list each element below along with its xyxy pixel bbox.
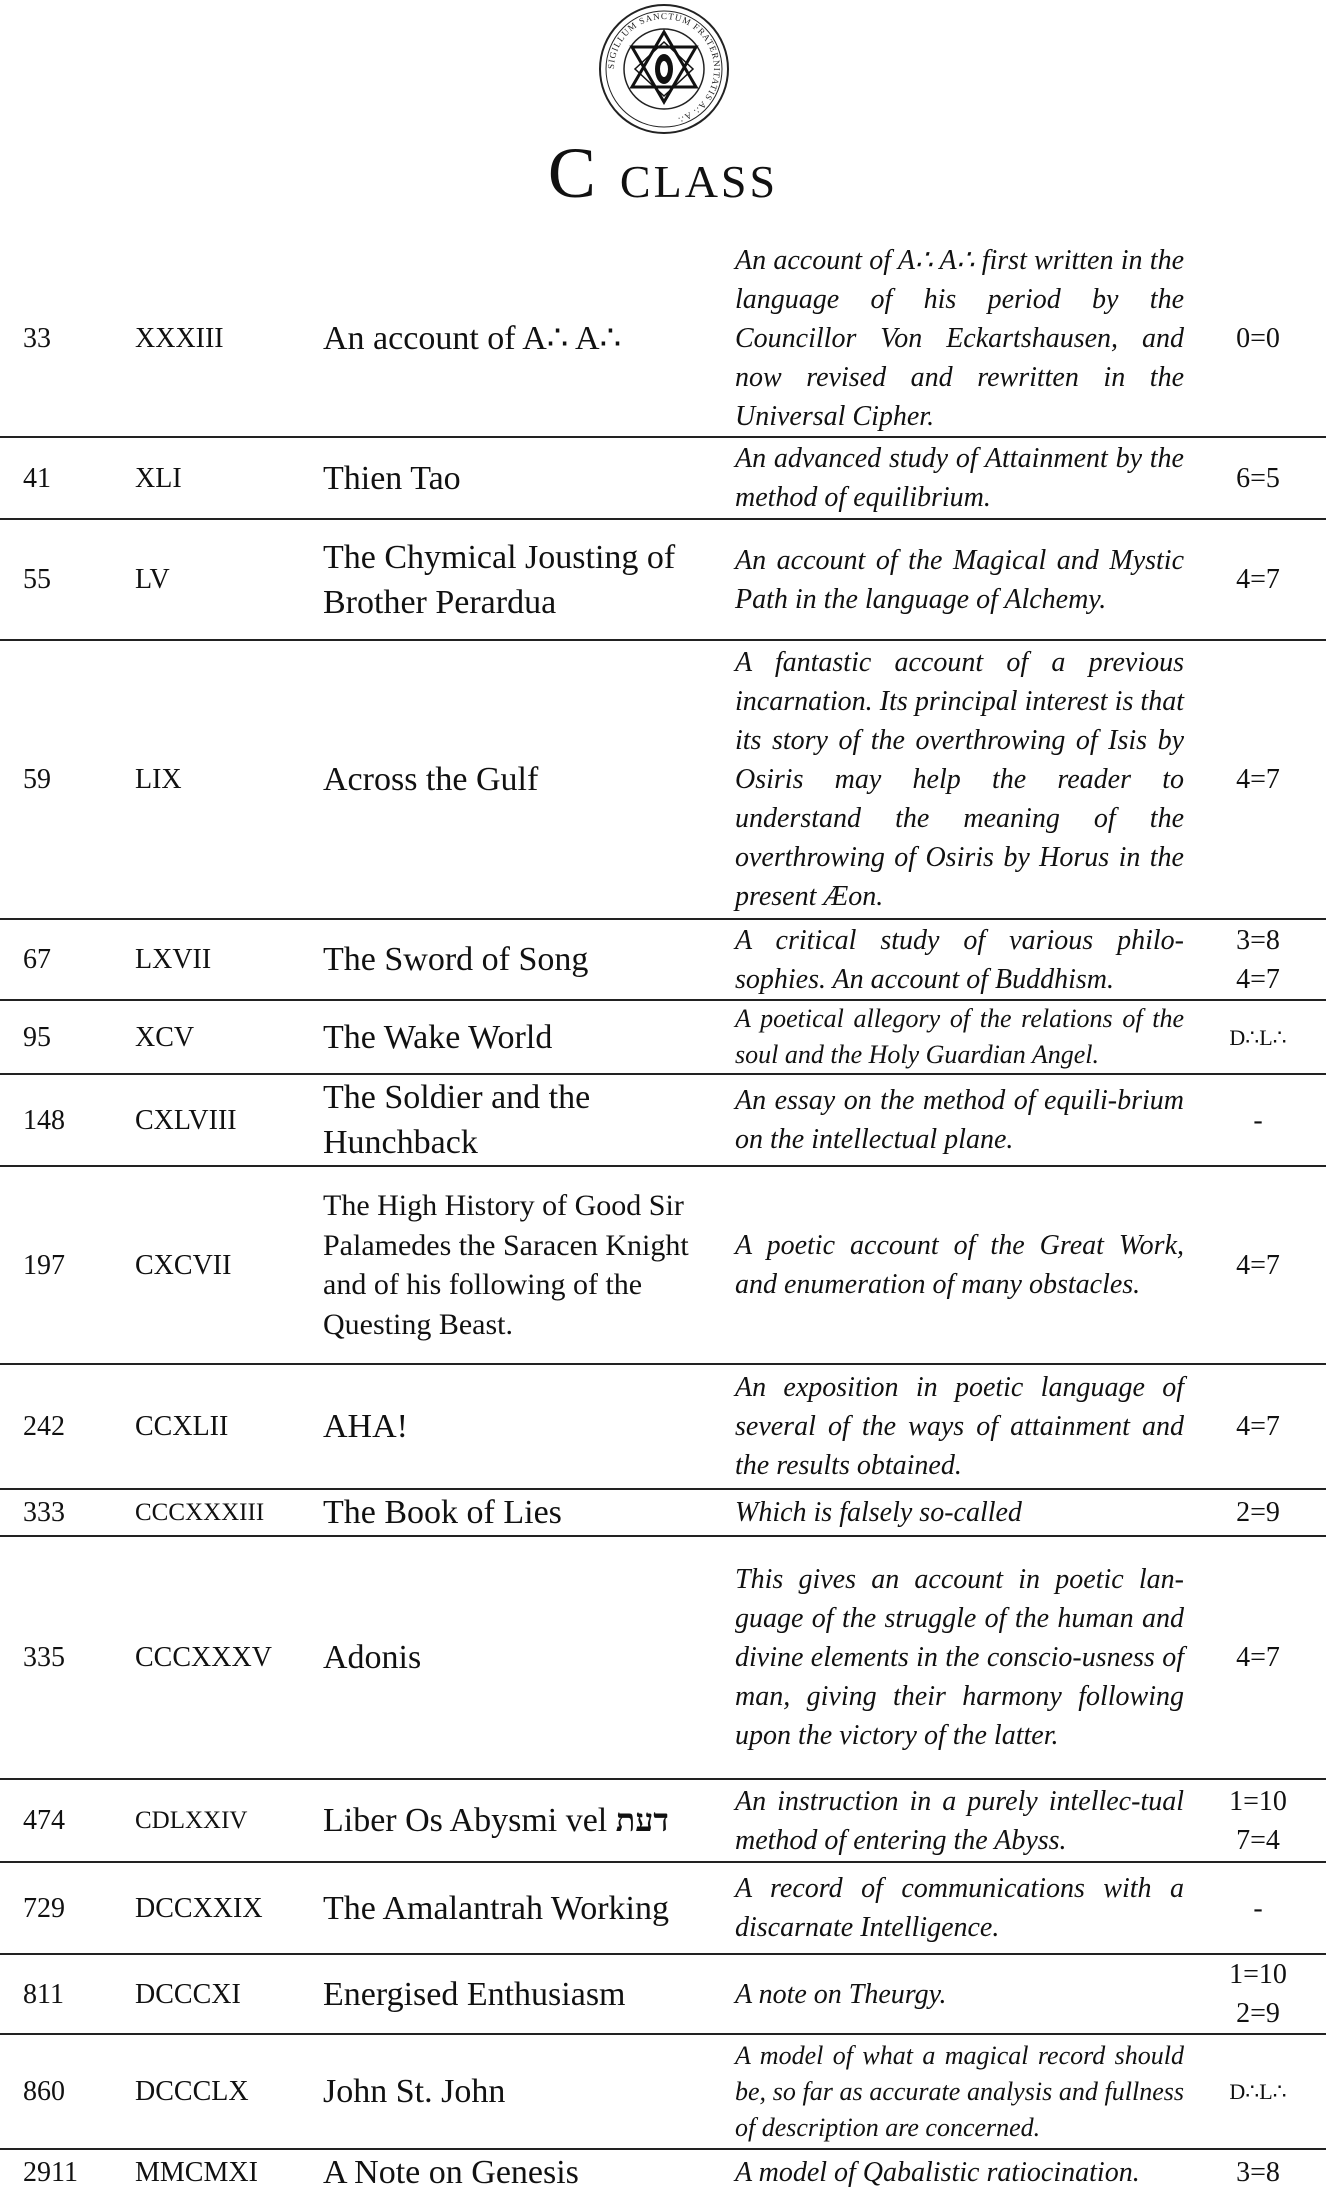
liber-number: 811 xyxy=(23,1978,64,2010)
grade-value: 3=8 xyxy=(1236,2157,1280,2188)
table-row xyxy=(0,1489,1326,1536)
table-row xyxy=(0,1166,1326,1364)
roman-numeral: XXXIII xyxy=(135,323,224,354)
table-row xyxy=(0,1536,1326,1779)
table-row xyxy=(0,519,1326,640)
liber-number: 242 xyxy=(23,1411,65,1442)
book-description: A critical study of various philo-sophies. An account of Buddhism. xyxy=(735,924,1184,995)
liber-number: 333 xyxy=(23,1497,65,1528)
liber-number: 729 xyxy=(23,1892,65,1924)
grade xyxy=(1190,1489,1326,1536)
grade-value: 7=4 xyxy=(1236,1824,1280,1856)
roman-numeral: LIX xyxy=(135,764,182,795)
book-description: An account of the Magical and Mystic Path in the language of Alchemy. xyxy=(735,544,1184,615)
book-description: A model of what a magical record should be, so far as accurate analysis and fullness of description are concerned. xyxy=(735,2040,1184,2142)
liber-number: 95 xyxy=(23,1021,51,1053)
book-title: The High History of Good Sir Palamedes the Saracen Knight and of his following of the Questing Beast. xyxy=(323,1189,689,1341)
book-description: A note on Theurgy. xyxy=(735,1978,947,2010)
grade-value: 4=7 xyxy=(1236,1642,1280,1673)
grade xyxy=(1190,1074,1326,1166)
book-description: A poetic account of the Great Work, and enumeration of many obstacles. xyxy=(735,1230,1184,1300)
roman-numeral: CCCXXXV xyxy=(135,1642,272,1673)
liber-number: 148 xyxy=(23,1104,65,1136)
grade-value: 4=7 xyxy=(1236,1249,1280,1281)
liber-number: 59 xyxy=(23,764,51,795)
book-title: Across the Gulf xyxy=(323,761,539,798)
book-title: The Sword of Song xyxy=(323,941,589,978)
table-row xyxy=(0,1954,1326,2034)
table-row xyxy=(0,437,1326,519)
roman-numeral: XCV xyxy=(135,1021,195,1053)
liber-number: 2911 xyxy=(23,2157,78,2188)
liber-number: 41 xyxy=(23,462,51,494)
grade-value: D∴L∴ xyxy=(1229,2079,1287,2104)
roman-numeral: CCXLII xyxy=(135,1411,229,1442)
book-description: An essay on the method of equili-brium on the intellectual plane. xyxy=(735,1085,1184,1155)
book-title: The Book of Lies xyxy=(323,1494,562,1531)
roman-numeral: CXLVIII xyxy=(135,1104,237,1136)
book-title: John St. John xyxy=(323,2073,506,2110)
book-title xyxy=(323,1779,735,1862)
book-description: An advanced study of Attainment by the method of equilibrium. xyxy=(735,443,1184,513)
grade xyxy=(1190,1000,1326,1074)
hebrew-daath: דעת xyxy=(615,1801,669,1839)
grade-value: 1=10 xyxy=(1229,1959,1287,1990)
roman-numeral: LV xyxy=(135,564,170,595)
grade xyxy=(1190,2149,1326,2195)
grade xyxy=(1190,241,1326,437)
grade xyxy=(1190,1166,1326,1364)
roman-numeral: LXVII xyxy=(135,944,212,975)
table-row xyxy=(0,1364,1326,1489)
liber-number: 197 xyxy=(23,1249,65,1281)
table-row xyxy=(0,2149,1326,2195)
roman-numeral: DCCCLX xyxy=(135,2076,249,2107)
book-description: This gives an account in poetic lan-guage of the struggle of the human and divine elements in the conscio-usness of man, giving their harmony following upon the victory of the latter. xyxy=(735,1564,1184,1751)
book-title: The Amalantrah Working xyxy=(323,1889,669,1927)
grade-value: 4=7 xyxy=(1236,764,1280,795)
book-title: The Chymical Jousting of Brother Perardua xyxy=(323,538,676,621)
book-title-text: Liber Os Abysmi vel xyxy=(323,1802,608,1839)
liber-number: 55 xyxy=(23,564,51,595)
grade xyxy=(1190,640,1326,919)
book-description: A record of communications with a discarnate Intelligence. xyxy=(735,1873,1184,1943)
liber-number: 860 xyxy=(23,2076,65,2107)
book-description: Which is falsely so-called xyxy=(735,1497,1022,1528)
table-row xyxy=(0,640,1326,919)
roman-numeral: CCCXXXIII xyxy=(135,1499,265,1526)
book-description: An exposition in poetic language of several of the ways of attainment and the results obtained. xyxy=(735,1372,1184,1481)
grade xyxy=(1190,437,1326,519)
svg-text:SIGILLUM SANCTUM FRATERNITATIS: SIGILLUM SANCTUM FRATERNITATIS A∴ A∴ xyxy=(605,10,723,126)
grade-value: 4=7 xyxy=(1236,1411,1280,1442)
grade-value: 4=7 xyxy=(1236,564,1280,595)
table-row xyxy=(0,1000,1326,1074)
grade xyxy=(1190,2034,1326,2149)
book-title: The Wake World xyxy=(323,1018,553,1056)
roman-numeral: XLI xyxy=(135,462,182,494)
book-title: Thien Tao xyxy=(323,459,461,497)
grade xyxy=(1190,519,1326,640)
book-description: A model of Qabalistic ratiocination. xyxy=(735,2157,1140,2188)
book-title: Adonis xyxy=(323,1639,422,1676)
table-row xyxy=(0,919,1326,1000)
grade xyxy=(1190,1862,1326,1954)
grade-value: 6=5 xyxy=(1236,462,1280,494)
book-title: AHA! xyxy=(323,1408,408,1445)
grade xyxy=(1190,1779,1326,1862)
book-description: An account of A∴ A∴ first written in the language of his period by the Councillor Von Eckartshausen, and now revised and rewritten in the Universal Cipher. xyxy=(735,245,1184,432)
liber-number: 474 xyxy=(23,1805,65,1836)
roman-numeral: MMCMXI xyxy=(135,2157,258,2188)
roman-numeral: DCCXXIX xyxy=(135,1892,263,1924)
sigillum-seal-logo xyxy=(597,2,731,136)
grade xyxy=(1190,919,1326,1000)
table-row xyxy=(0,1779,1326,1862)
grade-value: 4=7 xyxy=(1236,963,1280,995)
book-title: Energised Enthusiasm xyxy=(323,1975,626,2013)
table-row xyxy=(0,1074,1326,1166)
page-title xyxy=(0,128,1326,227)
grade xyxy=(1190,1954,1326,2034)
book-description: An instruction in a purely intellec-tual method of entering the Abyss. xyxy=(735,1785,1184,1856)
grade-value: 2=9 xyxy=(1236,1998,1280,2029)
grade-value: D∴L∴ xyxy=(1229,1024,1287,1050)
liber-number: 67 xyxy=(23,944,51,975)
liber-number: 33 xyxy=(23,323,51,354)
book-title: An account of A∴ A∴ xyxy=(323,320,622,357)
book-title: The Soldier and the Hunchback xyxy=(323,1079,591,1161)
grade-value: 0=0 xyxy=(1236,323,1280,354)
grade-value: - xyxy=(1253,1892,1263,1924)
roman-numeral: DCCCXI xyxy=(135,1978,241,2010)
book-description: A poetical allegory of the relations of the soul and the Holy Guardian Angel. xyxy=(735,1004,1184,1069)
grade-value: 3=8 xyxy=(1236,924,1280,956)
title-rest: CLASS xyxy=(619,156,779,207)
table-row xyxy=(0,241,1326,437)
title-initial: C xyxy=(547,133,599,213)
roman-numeral: CXCVII xyxy=(135,1249,232,1281)
grade xyxy=(1190,1364,1326,1489)
roman-numeral: CDLXXIV xyxy=(135,1807,248,1834)
liber-number: 335 xyxy=(23,1642,65,1673)
liber-catalog-table xyxy=(0,241,1326,2195)
table-row xyxy=(0,1862,1326,1954)
grade-value: - xyxy=(1253,1104,1263,1136)
book-description: A fantastic account of a previous incarnation. Its principal interest is that its story of the overthrowing of Isis by Osiris may help the reader to understand the meaning of the overthrowing of Osiris by Horus in the present Æon. xyxy=(735,647,1184,912)
book-title: A Note on Genesis xyxy=(323,2154,579,2191)
grade-value: 1=10 xyxy=(1229,1785,1287,1817)
grade xyxy=(1190,1536,1326,1779)
table-row xyxy=(0,2034,1326,2149)
grade-value: 2=9 xyxy=(1236,1497,1280,1528)
